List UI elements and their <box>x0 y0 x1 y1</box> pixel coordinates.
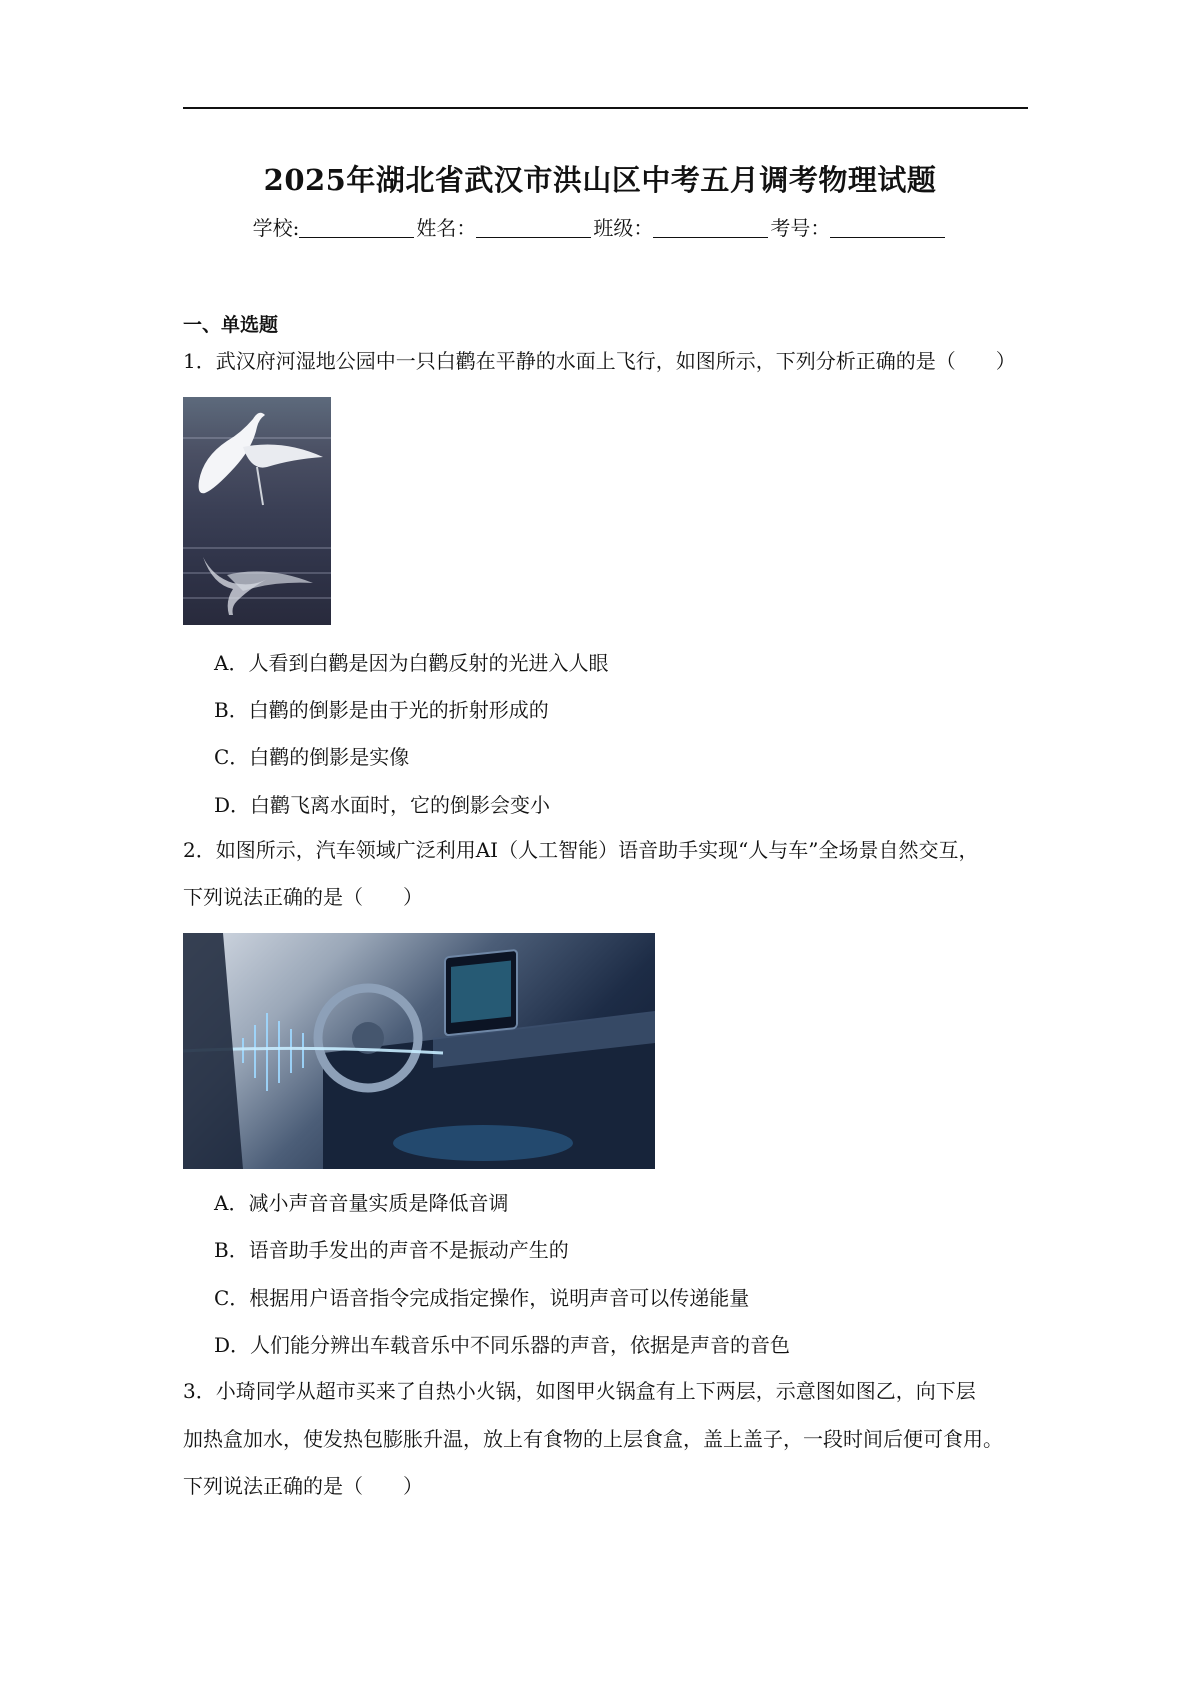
school-label: 学校: <box>252 216 300 240</box>
header-rule <box>183 107 1028 109</box>
question-1-stem: 1．武汉府河湿地公园中一只白鹳在平静的水面上飞行，如图所示，下列分析正确的是（ ） <box>183 349 1016 373</box>
question-1-option-d: D．白鹳飞离水面时，它的倒影会变小 <box>214 793 551 817</box>
car-interior-illustration <box>183 933 655 1169</box>
school-blank <box>299 217 414 238</box>
page-title: 2025年湖北省武汉市洪山区中考五月调考物理试题 <box>263 163 937 197</box>
question-1-option-b: B．白鹳的倒影是由于光的折射形成的 <box>214 698 549 722</box>
question-2-option-a: A．减小声音音量实质是降低音调 <box>214 1191 509 1215</box>
question-2-option-b: B．语音助手发出的声音不是振动产生的 <box>214 1238 569 1262</box>
question-3-stem-line3: 下列说法正确的是（ ） <box>183 1474 423 1498</box>
question-3-stem-line2: 加热盒加水，使发热包膨胀升温，放上有食物的上层食盒，盖上盖子，一段时间后便可食用。 <box>183 1427 1003 1451</box>
class-label: 班级： <box>593 216 654 240</box>
egret-illustration <box>183 397 331 625</box>
name-label: 姓名： <box>416 216 477 240</box>
exam-no-blank <box>830 217 945 238</box>
car-interior-photo <box>183 933 655 1169</box>
student-info-line <box>0 212 1200 241</box>
section-heading: 一、单选题 <box>183 314 279 336</box>
egret-photo <box>183 397 331 625</box>
question-2-stem-line1: 2．如图所示，汽车领域广泛利用AI（人工智能）语音助手实现“人与车”全场景自然交互， <box>183 838 979 862</box>
question-1-option-a: A．人看到白鹳是因为白鹳反射的光进入人眼 <box>214 651 609 675</box>
question-2-stem-line2: 下列说法正确的是（ ） <box>183 885 423 909</box>
name-blank <box>476 217 591 238</box>
exam-no-label: 考号： <box>770 216 831 240</box>
class-blank <box>653 217 768 238</box>
question-2-option-d: D．人们能分辨出车载音乐中不同乐器的声音，依据是声音的音色 <box>214 1333 791 1357</box>
question-1-option-c: C．白鹳的倒影是实像 <box>214 745 410 769</box>
question-2-option-c: C．根据用户语音指令完成指定操作，说明声音可以传递能量 <box>214 1286 750 1310</box>
question-3-stem-line1: 3．小琦同学从超市买来了自热小火锅，如图甲火锅盒有上下两层，示意图如图乙，向下层 <box>183 1379 976 1403</box>
